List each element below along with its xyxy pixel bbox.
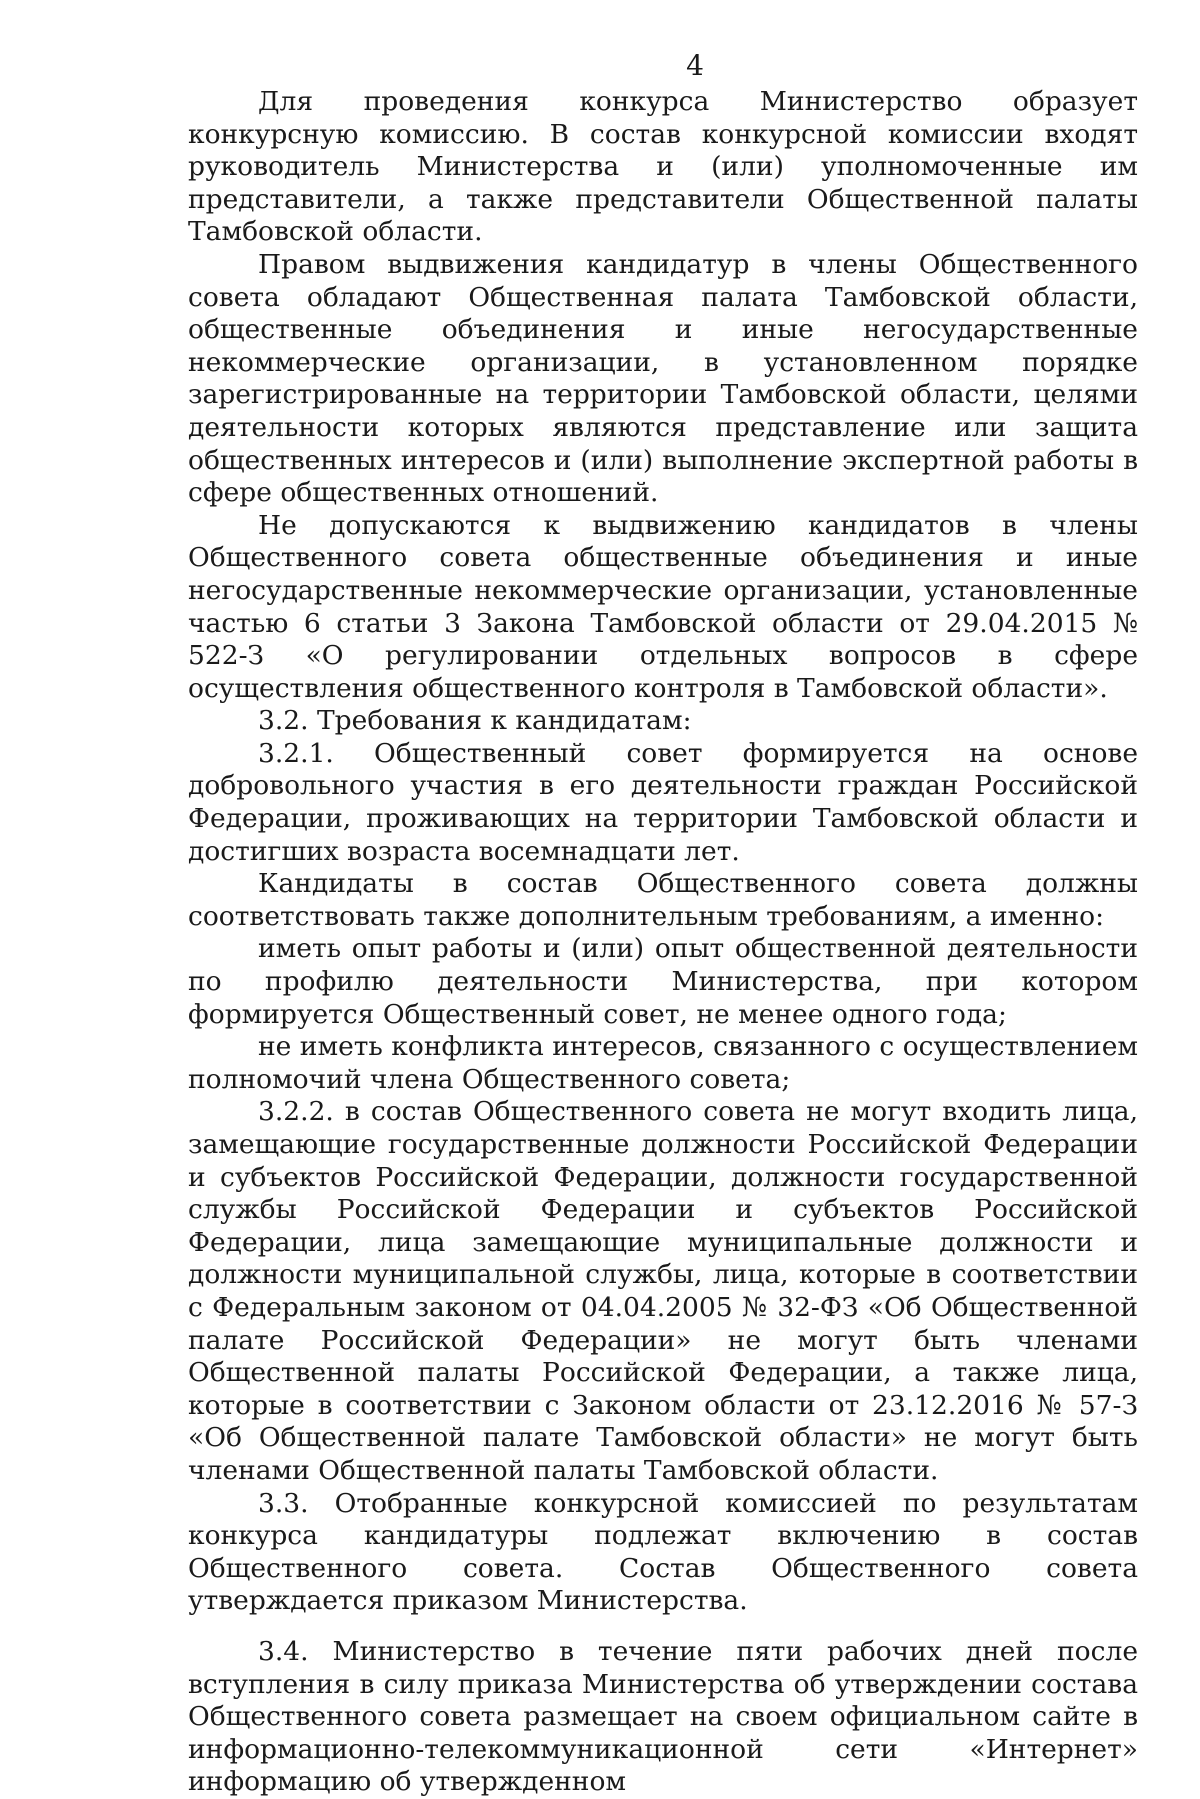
paragraph-3-3: 3.3. Отобранные конкурсной комиссией по результатам конкурса кандидатуры подлежат включению в состав Общественного совета. Состав Общественного совета утверждается приказом Министерства.	[188, 1487, 1138, 1617]
paragraph-conflict-of-interest: не иметь конфликта интересов, связанного с осуществлением полномочий члена Общественного совета;	[188, 1031, 1138, 1095]
paragraph-nomination-exclusions: Не допускаются к выдвижению кандидатов в члены Общественного совета общественные объединения и иные негосударственные некоммерческие организации, установленные частью 6 статьи 3 Закона Тамбовской области от 29.04.2015 № 522-З «О регулировании отдельных вопросов в сфере осуществления общественного контроля в Тамбовской области».	[188, 509, 1138, 704]
paragraph-additional-requirements: Кандидаты в состав Общественного совета должны соответствовать также дополнительным требованиям, а именно:	[188, 868, 1138, 932]
paragraph-3-4: 3.4. Министерство в течение пяти рабочих дней после вступления в силу приказа Министерства об утверждении состава Общественного совета размещает на своем официальном сайте в информационно-телекоммуникационной сети «Интернет» информацию об утвержденном	[188, 1635, 1138, 1798]
paragraph-nomination-right: Правом выдвижения кандидатур в члены Общественного совета обладают Общественная палата Тамбовской области, общественные объединения и иные негосударственные некоммерческие организации, в установленном порядке зарегистрированные на территории Тамбовской области, целями деятельности которых являются представление или защита общественных интересов и (или) выполнение экспертной работы в сфере общественных отношений.	[188, 248, 1138, 509]
paragraph-3-2-1: 3.2.1. Общественный совет формируется на основе добровольного участия в его деятельности граждан Российской Федерации, проживающих на территории Тамбовской области и достигших возраста восемнадцати лет.	[188, 737, 1138, 867]
paragraph-3-2-2: 3.2.2. в состав Общественного совета не могут входить лица, замещающие государственные должности Российской Федерации и субъектов Российской Федерации, должности государственной службы Российской Федерации и субъектов Российской Федерации, лица замещающие муниципальные должности и должности муниципальной службы, лица, которые в соответствии с Федеральным законом от 04.04.2005 № 32-ФЗ «Об Общественной палате Российской Федерации» не могут быть членами Общественной палаты Российской Федерации, а также лица, которые в соответствии с Законом области от 23.12.2016 № 57-З «Об Общественной палате Тамбовской области» не могут быть членами Общественной палаты Тамбовской области.	[188, 1096, 1138, 1486]
document-body	[188, 86, 1138, 1799]
paragraph-competition-commission: Для проведения конкурса Министерство образует конкурсную комиссию. В состав конкурсной комиссии входят руководитель Министерства и (или) уполномоченные им представители, а также представители Общественной палаты Тамбовской области.	[188, 86, 1138, 248]
paragraph-candidate-requirements-heading: 3.2. Требования к кандидатам:	[258, 705, 692, 737]
page-number: 4	[686, 49, 704, 82]
paragraph-experience-requirement: иметь опыт работы и (или) опыт общественной деятельности по профилю деятельности Министерства, при котором формируется Общественный совет, не менее одного года;	[188, 933, 1138, 1030]
